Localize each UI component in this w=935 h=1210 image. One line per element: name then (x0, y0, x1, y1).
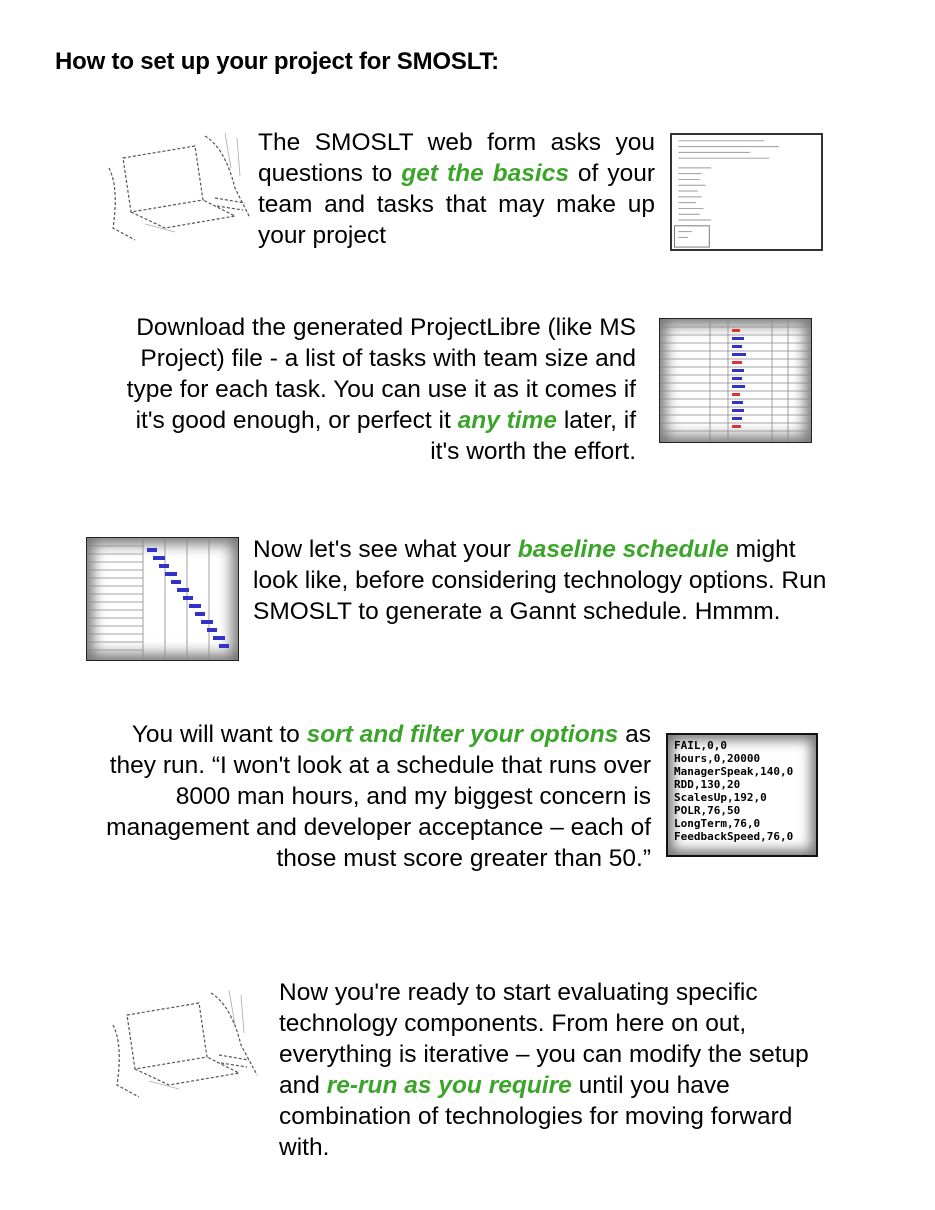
step-1-text-a: The SMOSLT web form asks you questions to (258, 129, 655, 187)
step-5-text (279, 977, 839, 1163)
gantt-schedule-thumbnail (86, 537, 239, 661)
web-form-thumbnail (670, 133, 823, 251)
step-2-text-b: later, if it's worth the effort. (430, 407, 636, 465)
step-2-text-a: Download the generated ProjectLibre (like MS Project) file - a list of tasks with team size and type for each task. You can use it as it comes if it's good enough, or perfect it (126, 314, 636, 434)
step-5-highlight: re-run as you require (326, 1072, 572, 1099)
step-1-text-b: of your team and tasks that may make up your project (258, 160, 655, 249)
step-3-text-a: Now let's see what your (253, 536, 518, 563)
step-2-highlight: any time (457, 407, 558, 434)
step-3-highlight: baseline schedule (517, 536, 729, 563)
projectlibre-file-thumbnail (659, 318, 812, 443)
step-4-text-a: You will want to (131, 721, 307, 748)
step-1-highlight: get the basics (401, 160, 569, 187)
step-5-text-a: Now you're ready to start evaluating specific technology components. From here on out, everything is iterative – you can modify the setup and (279, 979, 809, 1099)
step-2-text (112, 312, 636, 467)
step-1-text (258, 127, 655, 251)
laptop-sketch-illustration-2 (105, 985, 265, 1101)
step-4-text-b: as they run. “I won't look at a schedule that runs over 8000 man hours, and my biggest concern is management and developer acceptance – each of those must score greater than 50.” (106, 721, 651, 872)
step-3-text-b: might look like, before considering technology options. Run SMOSLT to generate a Gannt schedule. Hmmm. (253, 536, 827, 625)
filter-criteria-output: FAIL,0,0 Hours,0,20000 ManagerSpeak,140,0 RDD,130,20 ScalesUp,192,0 POLR,76,50 LongTerm,76,0 FeedbackSpeed,76,0 (666, 733, 818, 857)
step-3-text (253, 534, 828, 627)
step-4-highlight: sort and filter your options (306, 721, 619, 748)
page-title: How to set up your project for SMOSLT: (55, 48, 499, 75)
step-4-text (98, 719, 651, 874)
laptop-sketch-illustration (105, 128, 255, 244)
step-5-text-b: until you have combination of technologies for moving forward with. (279, 1072, 793, 1161)
